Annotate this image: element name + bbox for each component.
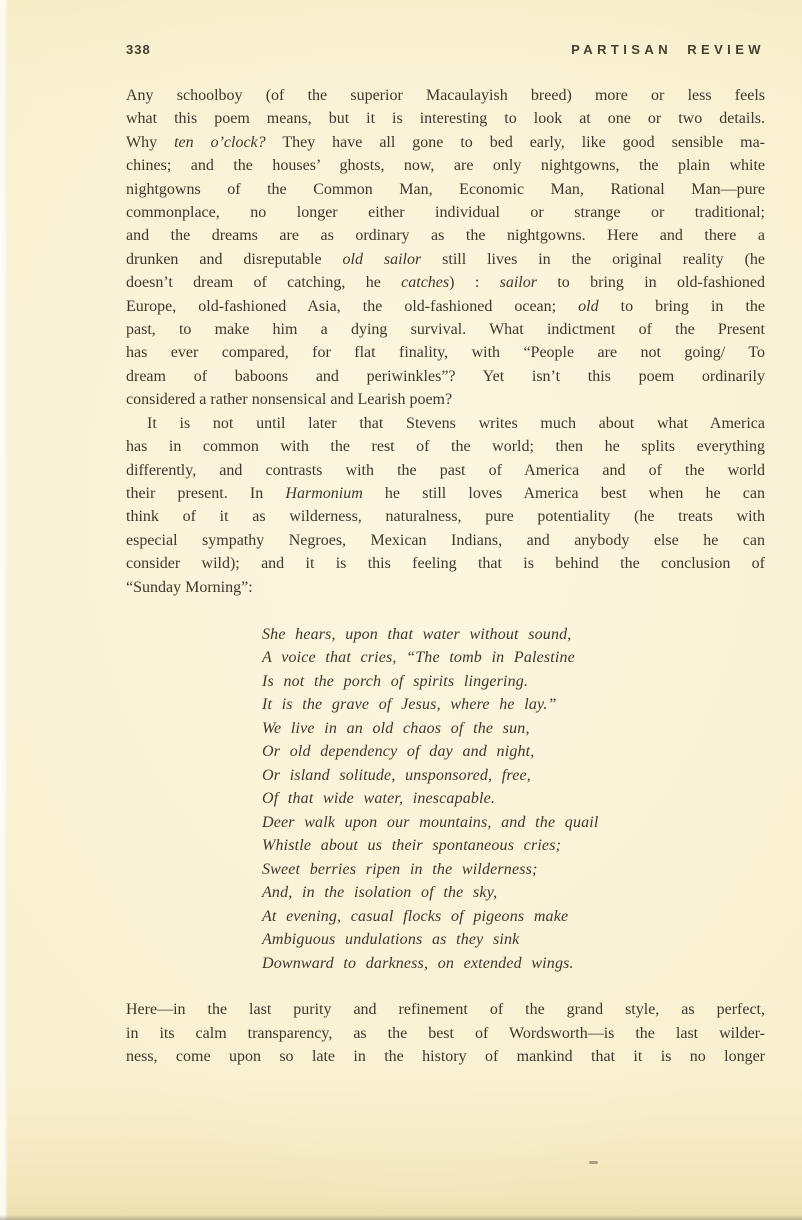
text-line: think of it as wilderness, naturalness, pure potentiality (he treats with — [126, 508, 765, 526]
text-line: Or old dependency of day and night, — [262, 743, 535, 761]
text-line: Ambiguous undulations as they sink — [262, 931, 520, 949]
text-line: Downward to darkness, on extended wings. — [262, 954, 574, 972]
text-line: nightgowns of the Common Man, Economic Man, Rational Man—pure — [126, 180, 765, 198]
text-line: chines; and the houses’ ghosts, now, are only nightgowns, the plain white — [126, 157, 765, 175]
text-line: dream of baboons and periwinkles”? Yet isn’t this poem ordinarily — [126, 367, 765, 385]
text-line: consider wild); and it is this feeling that is behind the conclusion of — [126, 555, 765, 573]
text-line: Sweet berries ripen in the wilderness; — [262, 860, 538, 878]
page-left-edge — [0, 0, 8, 1220]
text-line: commonplace, no longer either individual or strange or traditional; — [126, 204, 765, 222]
text-line: It is not until later that Stevens writes much about what America — [147, 414, 765, 432]
text-line: Any schoolboy (of the superior Macaulayish breed) more or less feels — [126, 87, 765, 104]
essay-body — [126, 84, 765, 1069]
text-line: Deer walk upon our mountains, and the quail — [262, 813, 599, 831]
text-line: has ever compared, for flat finality, with “People are not going/ To — [126, 344, 765, 362]
text-line: Of that wide water, inescapable. — [262, 790, 496, 808]
poem-blockquote — [262, 623, 765, 976]
text-line: Or island solitude, unsponsored, free, — [262, 766, 531, 784]
text-line: “Sunday Morning”: — [126, 578, 253, 596]
text-line: It is the grave of Jesus, where he lay.” — [262, 696, 557, 714]
text-line: Is not the porch of spirits lingering. — [262, 672, 529, 690]
text-line: A voice that cries, “The tomb in Palestine — [262, 649, 575, 667]
journal-title: PARTISAN REVIEW — [571, 42, 765, 57]
text-line: in its calm transparency, as the best of Wordsworth—is the last wilder- — [126, 1024, 765, 1042]
text-line: what this poem means, but it is interesting to look at one or two details. — [126, 110, 765, 128]
text-line: drunken and disreputable old sailor still lives in the original reality (he — [126, 250, 765, 268]
text-line: Whistle about us their spontaneous cries; — [262, 837, 562, 855]
text-line: has in common with the rest of the world; then he splits everything — [126, 438, 765, 456]
text-line: especial sympathy Negroes, Mexican Indians, and anybody else he can — [126, 531, 765, 549]
text-line: their present. In Harmonium he still loves America best when he can — [126, 484, 766, 502]
paragraph-opening — [126, 84, 765, 412]
text-line: We live in an old chaos of the sun, — [262, 719, 530, 737]
text-line: doesn’t dream of catching, he catches) : sailor to bring in old-fashioned — [126, 274, 766, 292]
paragraph-second — [126, 412, 765, 599]
text-line: and the dreams are as ordinary as the nightgowns. Here and there a — [126, 227, 765, 245]
running-head — [126, 42, 765, 57]
text-line: considered a rather nonsensical and Learish poem? — [126, 391, 453, 409]
page-number: 338 — [126, 42, 151, 57]
text-line: Why ten o’clock? They have all gone to bed early, like good sensible ma- — [126, 133, 766, 151]
text-line: ness, come upon so late in the history of mankind that it is no longer — [126, 1048, 765, 1066]
text-line: At evening, casual flocks of pigeons make — [262, 907, 569, 925]
text-line: past, to make him a dying survival. What indictment of the Present — [126, 321, 765, 339]
text-line: She hears, upon that water without sound, — [262, 625, 572, 643]
text-line: Europe, old-fashioned Asia, the old-fashioned ocean; old to bring in the — [126, 297, 765, 315]
text-line: And, in the isolation of the sky, — [262, 884, 498, 902]
scan-speck-artifact — [589, 1161, 598, 1164]
paragraph-closing — [126, 998, 765, 1068]
text-line: Here—in the last purity and refinement of the grand style, as perfect, — [126, 1001, 765, 1019]
text-line: differently, and contrasts with the past of America and of the world — [126, 461, 765, 479]
page-bottom-edge — [0, 1215, 802, 1220]
